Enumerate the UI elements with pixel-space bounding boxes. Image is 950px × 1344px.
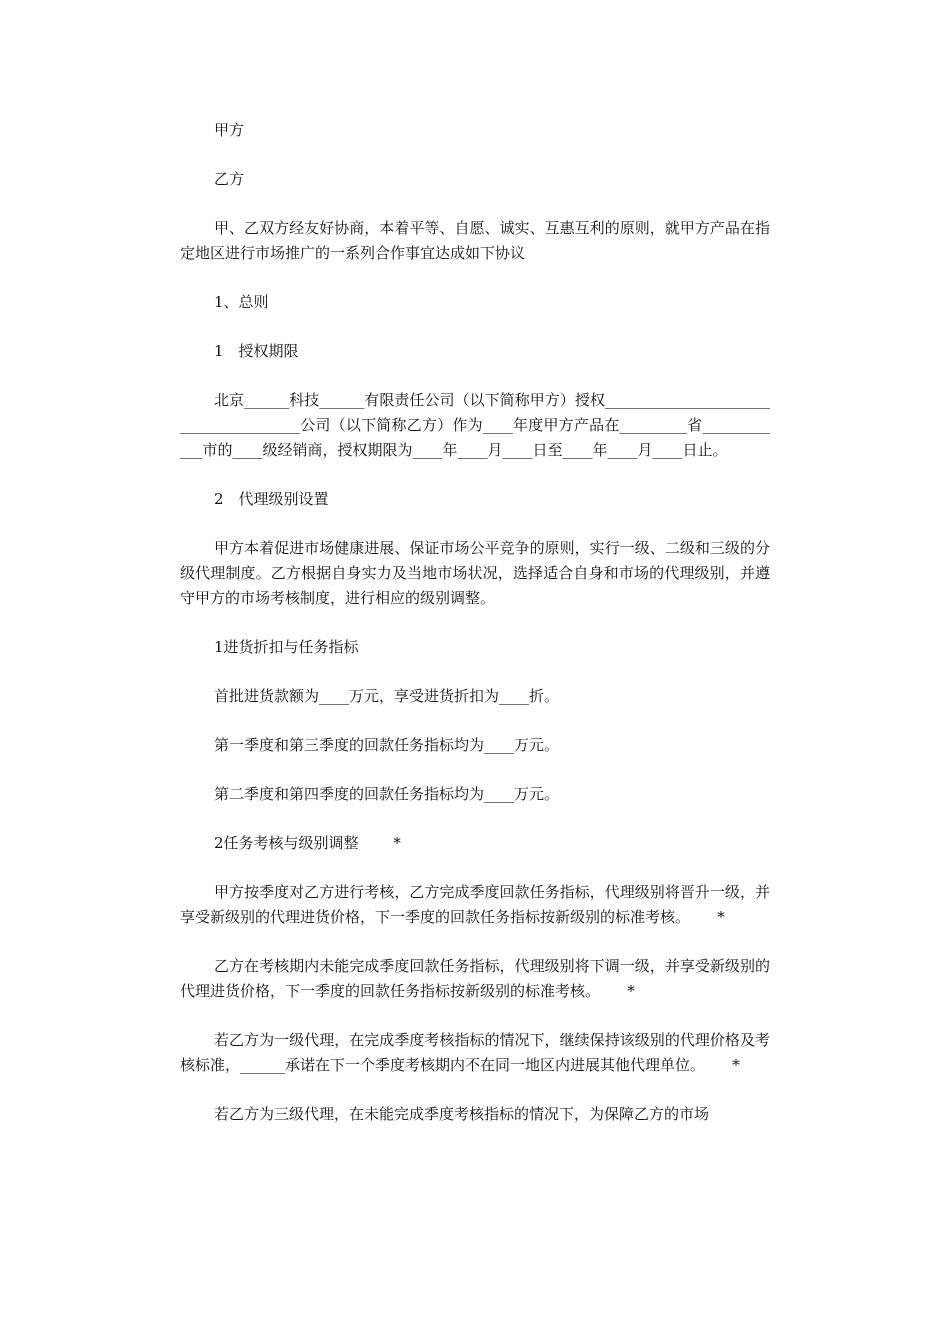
party-a: 甲方 <box>214 121 245 139</box>
agent-levels-clause: 甲方本着促进市场健康进展、保证市场公平竞争的原则，实行一级、二级和三级的分级代理制度。乙方根据自身实力及当地市场状况，选择适合自身和市场的代理级别，并遵守甲方的市场考核制度，进行相应的级别调整。 <box>180 539 770 607</box>
first-level-clause: 若乙方为一级代理，在完成季度考核指标的情况下，继续保持该级别的代理价格及考核标准，______承诺在下一个季度考核期内不在同一地区内进展其他代理单位。 * <box>180 1031 770 1074</box>
demotion-clause: 乙方在考核期内未能完成季度回款任务指标，代理级别将下调一级，并享受新级别的代理进货价格，下一季度的回款任务指标按新级别的标准考核。 * <box>180 957 770 1000</box>
q1-q3-target: 第一季度和第三季度的回款任务指标均为____万元。 <box>214 736 560 754</box>
first-order-clause: 首批进货款额为____万元，享受进货折扣为____折。 <box>214 687 560 705</box>
section-general: 1、总则 <box>214 293 269 311</box>
contract-document <box>180 118 770 1151</box>
q2-q4-target: 第二季度和第四季度的回款任务指标均为____万元。 <box>214 785 560 803</box>
heading-authorization-period: 1 授权期限 <box>214 342 299 360</box>
heading-discount-targets: 1进货折扣与任务指标 <box>214 638 359 656</box>
party-b: 乙方 <box>214 170 245 188</box>
promotion-clause: 甲方按季度对乙方进行考核，乙方完成季度回款任务指标，代理级别将晋升一级，并享受新级别的代理进货价格，下一季度的回款任务指标按新级别的标准考核。 * <box>180 883 770 926</box>
third-level-clause: 若乙方为三级代理，在未能完成季度考核指标的情况下，为保障乙方的市场 <box>214 1105 710 1123</box>
authorization-clause: 北京______科技______有限责任公司（以下简称甲方）授权______________________________________公司（以下简称乙方）作为____年度甲方产品在_________省____________市的____级经销商，授权期限为____年____月____日至____年____月____日止。 <box>180 391 770 459</box>
heading-agent-levels: 2 代理级别设置 <box>214 490 329 508</box>
heading-assessment: 2任务考核与级别调整 * <box>214 834 401 852</box>
preamble: 甲、乙双方经友好协商，本着平等、自愿、诚实、互惠互利的原则，就甲方产品在指定地区进行市场推广的一系列合作事宜达成如下协议 <box>180 219 770 262</box>
